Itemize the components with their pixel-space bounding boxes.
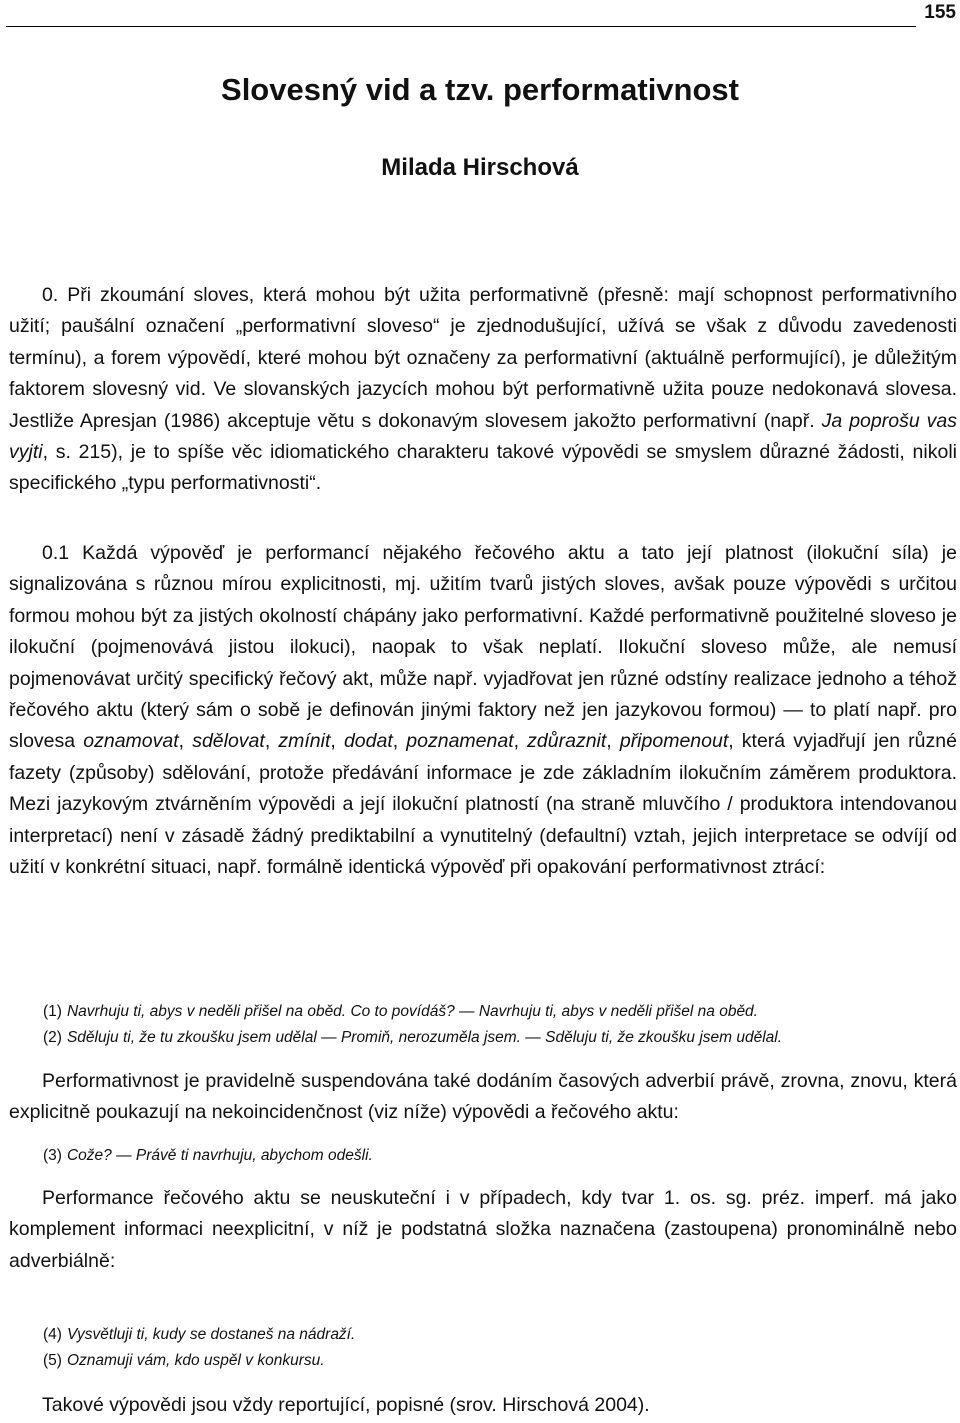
example-text: Sděluju ti, že tu zkoušku jsem udělal [66, 1029, 317, 1046]
article-author: Milada Hirschová [381, 154, 579, 181]
example-number: (2) [43, 1029, 62, 1046]
example-text: Promiň, nerozuměla jsem. [340, 1029, 521, 1046]
verb-term: zmínit [278, 730, 331, 753]
page-number: 155 [924, 2, 956, 23]
example-text: Co to povídáš? [350, 1003, 455, 1020]
separator: , [513, 730, 528, 753]
separator: , [392, 730, 407, 753]
verb-term: oznamovat [83, 730, 179, 753]
paragraph-section-0-1 [9, 538, 957, 883]
paragraph-performativnost: Performativnost je pravidelně suspendována také dodáním časových adverbií právě, zrovna, znovu, která explicitně poukazují na nekoincidenčnost (viz níže) výpovědi a řečového aktu: [9, 1070, 957, 1124]
example-list-3 [43, 1143, 953, 1169]
verb-term: dodat [343, 730, 393, 753]
dash: — [316, 1029, 341, 1046]
paragraph-section-0 [9, 280, 957, 500]
example-2 [43, 1025, 953, 1051]
separator: , [606, 730, 620, 753]
verb-term: poznamenat [406, 730, 514, 753]
example-text: Oznamuji vám, kdo uspěl v konkursu. [66, 1352, 325, 1369]
example-number: (1) [43, 1003, 62, 1020]
text-run: , s. 215), je to spíše věc idiomatického charakteru takové výpovědi se smyslem důrazné žádosti, nikoli specifického „typu performativnosti“. [9, 441, 957, 495]
example-text: Cože? [66, 1147, 112, 1164]
verb-term: zdůraznit [527, 730, 607, 753]
example-5 [43, 1348, 953, 1374]
example-inline: Ja poprošu vas vyjti [9, 409, 957, 464]
verb-term: sdělovat [192, 730, 265, 753]
example-list-4-5 [43, 1322, 953, 1374]
example-1 [43, 999, 953, 1025]
separator: , [330, 730, 344, 753]
example-number: (3) [43, 1147, 62, 1164]
text-run: , která vyjadřují jen různé fazety (způsoby) sdělování, protože předávání informace je zde základním ilokučním záměrem produktora. Mezi jazykovým ztvárněním výpovědi a její ilokuční platností (na straně mluvčího / produktora intendovanou interpretací) není v zásadě žádný prediktabilní a vynutitelný (defaultní) vztah, jejich interpretace se odvíjí od užití v konkrétní situaci, např. formálně identická výpověď při opakování performativnost ztrácí: [9, 730, 957, 879]
paragraph-performance: Performance řečového aktu se neuskuteční i v případech, kdy tvar 1. os. sg. préz. imperf. má jako komplement informaci neexplicitní, v níž je podstatná složka naznačena (zastoupena) pronominálně nebo adverbiálně: [9, 1187, 957, 1272]
separator: , [264, 730, 279, 753]
example-number: (5) [43, 1352, 62, 1369]
dash: — [111, 1147, 136, 1164]
example-number: (4) [43, 1326, 62, 1343]
article-title: Slovesný vid a tzv. performativnost [221, 72, 739, 107]
example-list-1-2 [43, 999, 953, 1051]
dash: — [454, 1003, 479, 1020]
example-text: Právě ti navrhuju, abychom odešli. [135, 1147, 373, 1164]
separator: , [178, 730, 193, 753]
example-text: Sděluju ti, že zkoušku jsem udělal. [545, 1029, 783, 1046]
header-rule [6, 26, 916, 27]
example-text: Navrhuju ti, abys v neděli přišel na oběd. [478, 1003, 758, 1020]
example-4 [43, 1322, 953, 1348]
example-text: Vysvětluji ti, kudy se dostaneš na nádraží. [66, 1326, 356, 1343]
example-3 [43, 1143, 953, 1169]
text-run: 0. Při zkoumání sloves, která mohou být užita performativně (přesně: mají schopnost performativního užití; paušální označení „performativní sloveso“ je zjednodušující, užívá se však z důvodu zavedenosti termínu), a forem výpovědí, které mohou být označeny za performativní (aktuálně performující), je důležitým faktorem slovesný vid. Ve slovanských jazycích mohou být performativně užita pouze nedokonavá slovesa. Jestliže Apresjan (1986) akceptuje větu s dokonavým slovesem jakožto performativní (např. [9, 284, 957, 432]
text-run: 0.1 Každá výpověď je performancí nějakého řečového aktu a tato její platnost (ilokuční síla) je signalizována s různou mírou explicitnosti, mj. užitím tvarů jistých sloves, avšak pouze výpovědi s určitou formou mohou být za jistých okolností chápány jako performativní. Každé performativně použitelné sloveso je ilokuční (pojmenovává jistou ilokuci), naopak to však neplatí. Ilokuční sloveso může, ale nemusí pojmenovávat určitý specifický řečový akt, může např. vyjadřovat jen různé odstíny realizace jednoho a téhož řečového aktu (který sám o sobě je definován jinými faktory než jen jazykovou formou) — to platí např. pro slovesa [9, 542, 957, 753]
paragraph-closing: Takové výpovědi jsou vždy reportující, popisné (srov. Hirschová 2004). [42, 1394, 650, 1416]
verb-term: připomenout [619, 730, 729, 753]
dash: — [520, 1029, 546, 1046]
example-text: Navrhuju ti, abys v neděli přišel na oběd. [66, 1003, 347, 1020]
